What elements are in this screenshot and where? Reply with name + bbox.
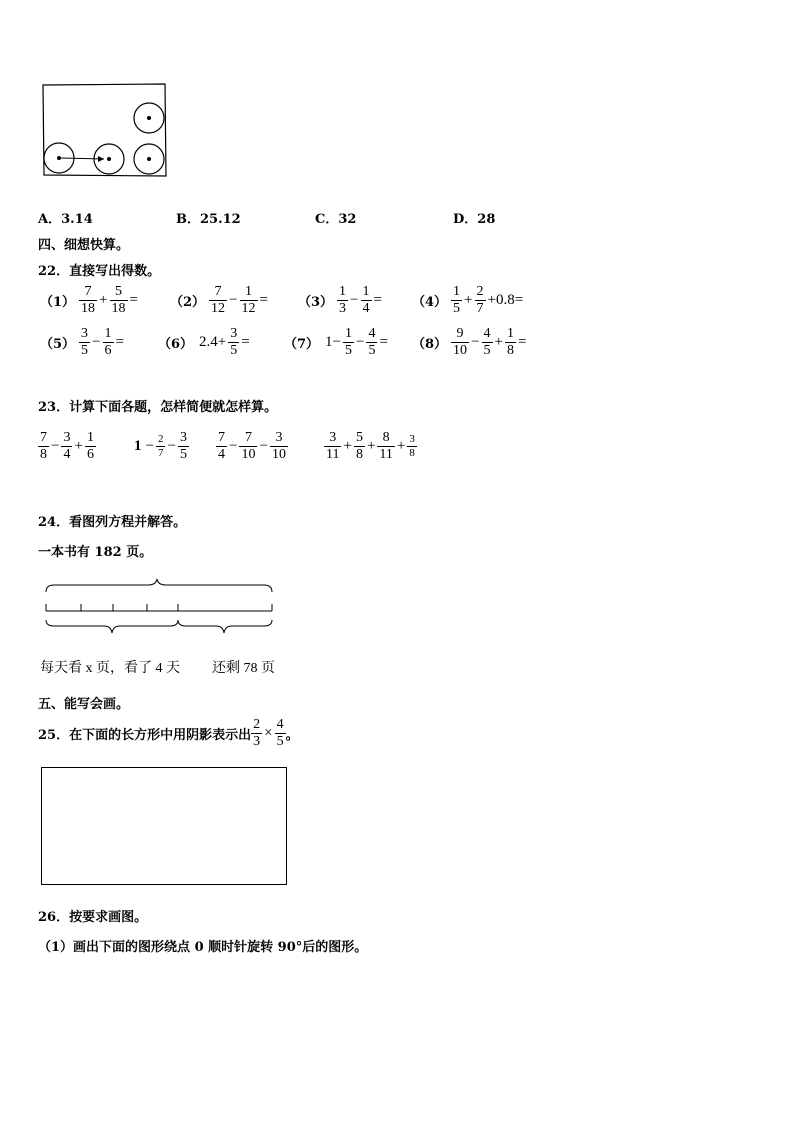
choice-c: C．32 [315, 212, 357, 227]
q22-item-1: （1） $\frac{7}{18}$ + $\frac{5}{18}$ = [40, 284, 138, 317]
q26-title: 26．按要求画图。 [38, 910, 148, 925]
q25-title: 25．在下面的长方形中用阴影表示出 [38, 728, 252, 744]
q22-item-4: （4） $\frac{1}{5}$ + $\frac{2}{7}$ +0.8= [412, 284, 524, 317]
q26-sub1: （1）画出下面的图形绕点 0 顺时针旋转 90°后的图形。 [38, 940, 368, 955]
q25-rectangle [41, 767, 287, 885]
q22-item-8: （8） $\frac{9}{10}$ − $\frac{4}{5}$ + $\frac{1}{8}$ = [412, 326, 527, 359]
q24-title: 24．看图列方程并解答。 [38, 515, 187, 530]
q23-expr-2: 1 − $\frac{2}{7}$ − $\frac{3}{5}$ [134, 430, 187, 463]
q22-item-7: （7） 1− $\frac{1}{5}$ − $\frac{4}{5}$ = [284, 326, 388, 359]
section-5-heading: 五、能写会画。 [38, 697, 130, 712]
section-4-heading: 四、细想快算。 [38, 238, 130, 253]
choice-b: B．25.12 [176, 212, 241, 227]
bottom-brace-left [46, 620, 178, 633]
choice-d: D．28 [453, 212, 496, 227]
q22-item-5: （5） $\frac{3}{5}$ − $\frac{1}{6}$ = [40, 326, 124, 359]
q23-expr-1: $\frac{7}{8}$ − $\frac{3}{4}$ + $\frac{1}{6}$ [40, 430, 94, 463]
q24-text: 一本书有 182 页。 [38, 545, 153, 560]
q24-caption-left: 每天看 x 页，看了 4 天 [40, 661, 180, 676]
bottom-brace-right [178, 620, 272, 633]
circles-figure [38, 80, 172, 180]
q23-expr-4: $\frac{3}{11}$ + $\frac{5}{8}$ + $\frac{8}{11}$ + $\frac{3}{8}$ [326, 430, 415, 463]
q24-caption-right: 还剩 78 页 [212, 661, 275, 676]
q25-title-row: 25．在下面的长方形中用阴影表示出 $\frac{2}{3}$ × $\frac{4}{5}$ 。 [38, 717, 299, 750]
q22-title: 22．直接写出得数。 [38, 264, 161, 279]
q22-row-1 [40, 284, 140, 317]
q22-item-2: （2） $\frac{7}{12}$ − $\frac{1}{12}$ = [170, 284, 268, 317]
arrow-line [61, 158, 104, 159]
choice-a: A．3.14 [38, 212, 93, 227]
q23-title: 23．计算下面各题，怎样简便就怎样算。 [38, 400, 278, 415]
q22-item-6: （6） 2.4+ $\frac{3}{5}$ = [158, 326, 250, 359]
figure-border [43, 84, 166, 176]
q23-expr-3: $\frac{7}{4}$ − $\frac{7}{10}$ − $\frac{3}{10}$ [218, 430, 286, 463]
top-brace [46, 579, 272, 592]
segment-diagram [40, 578, 280, 640]
q22-item-3: （3） $\frac{1}{3}$ − $\frac{1}{4}$ = [298, 284, 382, 317]
